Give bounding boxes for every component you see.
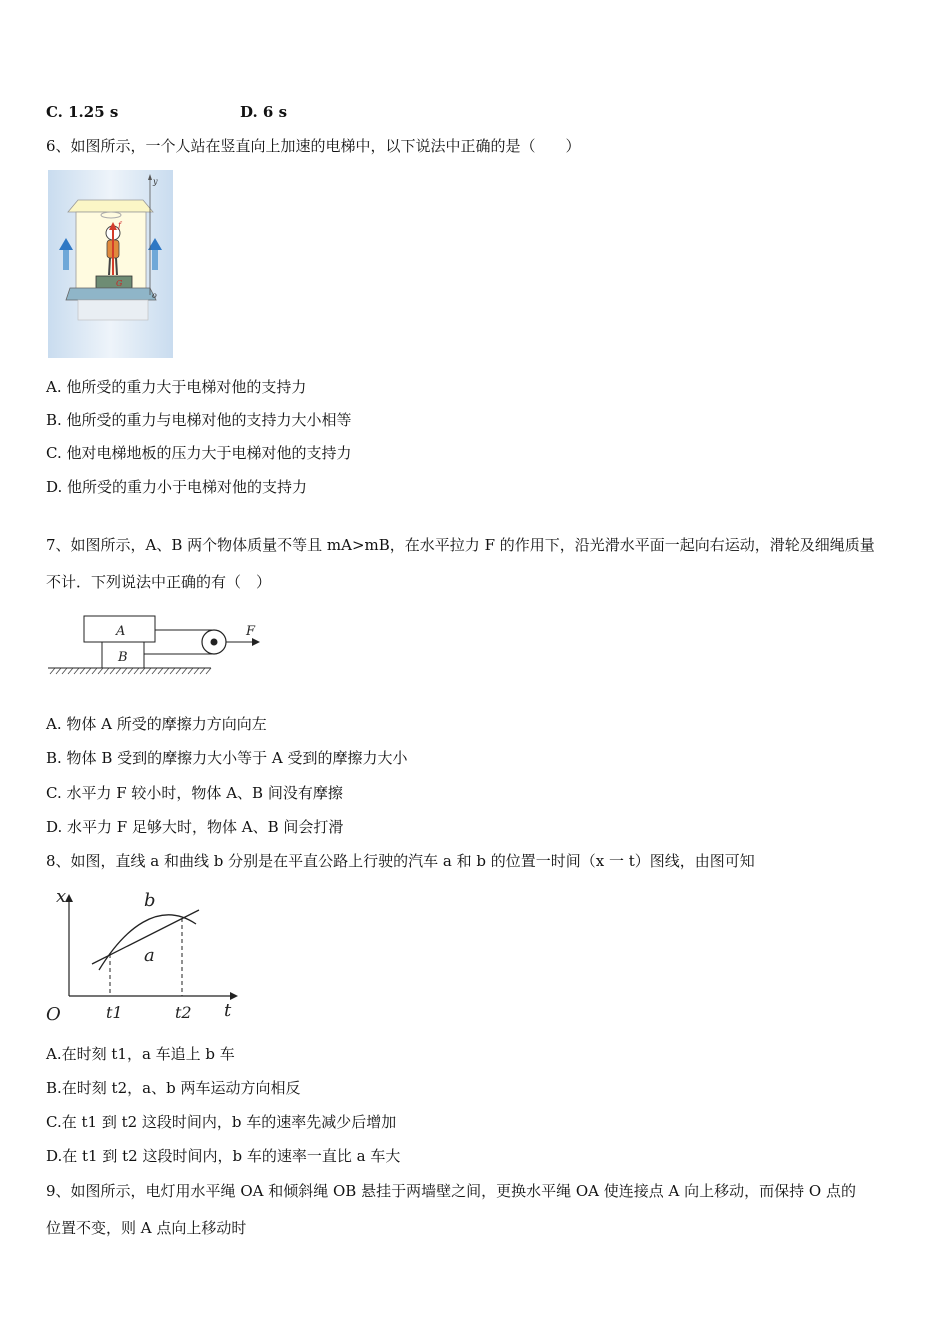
- q7-option-b: B. 物体 B 受到的摩擦力大小等于 A 受到的摩擦力大小: [46, 749, 408, 767]
- q5-option-d: D. 6 s: [240, 103, 288, 121]
- q8-option-a: A.在时刻 t1，a 车追上 b 车: [46, 1045, 235, 1063]
- graph-label-t1: t1: [106, 1003, 123, 1022]
- q9-stem-line2: 位置不变，则 A 点向上移动时: [46, 1219, 247, 1237]
- q8-option-d: D.在 t1 到 t2 这段时间内，b 车的速率一直比 a 车大: [46, 1147, 401, 1165]
- graph-label-o: O: [46, 1004, 61, 1025]
- pulley-figure: [46, 608, 266, 678]
- graph-label-t: t: [224, 1000, 232, 1021]
- q5-option-c: C. 1.25 s: [46, 103, 119, 121]
- q7-stem-line2: 不计．下列说法中正确的有（ ）: [46, 573, 272, 591]
- elevator-figure: [48, 170, 173, 358]
- q8-stem: 8、如图，直线 a 和曲线 b 分别是在平直公路上行驶的汽车 a 和 b 的位置一时间（x 一 t）图线，由图可知: [46, 852, 755, 870]
- figure-label-b: B: [118, 650, 128, 665]
- graph-label-b: b: [144, 890, 156, 911]
- q7-option-a: A. 物体 A 所受的摩擦力方向向左: [46, 715, 267, 733]
- q6-stem: 6、如图所示，一个人站在竖直向上加速的电梯中，以下说法中正确的是（ ）: [46, 137, 581, 155]
- figure-label-a: A: [116, 624, 126, 639]
- q7-option-d: D. 水平力 F 足够大时，物体 A、B 间会打滑: [46, 818, 344, 836]
- graph-label-a: a: [144, 945, 155, 966]
- xt-graph-figure: [44, 884, 244, 1029]
- q6-option-a: A. 他所受的重力大于电梯对他的支持力: [46, 378, 307, 396]
- q6-option-d: D. 他所受的重力小于电梯对他的支持力: [46, 478, 308, 496]
- figure-label-f: f: [118, 221, 121, 230]
- q7-option-c: C. 水平力 F 较小时，物体 A、B 间没有摩擦: [46, 784, 343, 802]
- q8-option-b: B.在时刻 t2，a、b 两车运动方向相反: [46, 1079, 301, 1097]
- q6-option-b: B. 他所受的重力与电梯对他的支持力大小相等: [46, 411, 352, 429]
- figure-label-f: F: [246, 624, 256, 639]
- figure-label-g: G: [116, 279, 123, 288]
- graph-label-x: x: [56, 886, 67, 907]
- q7-stem-line1: 7、如图所示，A、B 两个物体质量不等且 mA>mB，在水平拉力 F 的作用下，沿光滑水平面一起向右运动，滑轮及细绳质量: [46, 536, 875, 554]
- q6-option-c: C. 他对电梯地板的压力大于电梯对他的支持力: [46, 444, 352, 462]
- q8-option-c: C.在 t1 到 t2 这段时间内，b 车的速率先减少后增加: [46, 1113, 397, 1131]
- q9-stem-line1: 9、如图所示，电灯用水平绳 OA 和倾斜绳 OB 悬挂于两墙壁之间，更换水平绳 OA 使连接点 A 向上移动，而保持 O 点的: [46, 1182, 856, 1200]
- figure-label-y: y: [153, 177, 158, 186]
- graph-label-t2: t2: [175, 1003, 192, 1022]
- figure-label-o: o: [152, 291, 157, 300]
